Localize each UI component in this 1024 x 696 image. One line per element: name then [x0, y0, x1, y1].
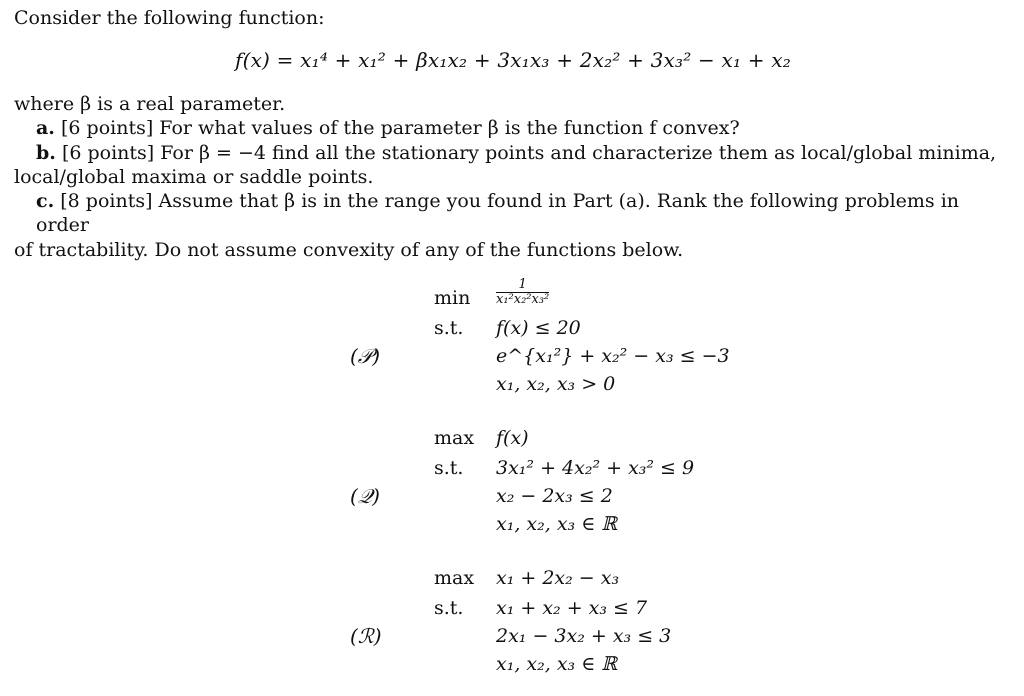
part-a-text: For what values of the parameter β is the function f convex?	[159, 117, 740, 140]
problem-p-name: (𝒫)	[350, 344, 381, 368]
part-b	[14, 141, 1012, 165]
problems-section	[14, 276, 1014, 696]
where-line: where β is a real parameter.	[14, 92, 286, 115]
problem-q-opt: max	[434, 427, 475, 449]
part-a	[14, 116, 1012, 140]
part-c-points: [8 points]	[60, 190, 153, 213]
problem-q-name: (𝒬)	[350, 484, 380, 508]
problem-r-opt: max	[434, 567, 475, 589]
part-c-continuation: of tractability. Do not assume convexity of any of the functions below.	[14, 238, 684, 261]
problem-p-numerator: 1	[496, 278, 549, 293]
problem-q-constraint-3: x₁, x₂, x₃ ∈ ℝ	[496, 513, 618, 535]
problem-p-st: s.t.	[434, 317, 464, 339]
part-a-label: a.	[36, 117, 55, 140]
part-b-continuation: local/global maxima or saddle points.	[14, 165, 374, 188]
problem-q-objective: f(x)	[496, 427, 529, 449]
problem-p-objective	[496, 278, 549, 309]
part-b-label: b.	[36, 141, 56, 164]
problem-r-st: s.t.	[434, 597, 464, 619]
problem-q-st: s.t.	[434, 457, 464, 479]
problem-r-constraint-2: 2x₁ − 3x₂ + x₃ ≤ 3	[496, 625, 672, 647]
problem-p-fraction	[496, 278, 549, 306]
part-b-text: For β = −4 find all the stationary points and characterize them as local/global minima,	[160, 141, 997, 164]
problem-p-opt: min	[434, 287, 471, 309]
part-c-label: c.	[36, 190, 55, 213]
part-c	[14, 189, 1012, 238]
problem-r-name: (ℛ)	[350, 624, 382, 648]
part-a-points: [6 points]	[60, 117, 154, 140]
problem-p-denominator: x₁²x₂²x₃²	[496, 291, 550, 307]
problem-p-constraint-3: x₁, x₂, x₃ > 0	[496, 373, 616, 395]
problem-r	[14, 556, 1014, 696]
problem-p	[14, 276, 1014, 416]
problem-r-constraint-3: x₁, x₂, x₃ ∈ ℝ	[496, 653, 618, 675]
problem-r-constraint-1: x₁ + x₂ + x₃ ≤ 7	[496, 597, 648, 619]
problem-q-constraint-2: x₂ − 2x₃ ≤ 2	[496, 485, 613, 507]
part-c-text: Assume that β is in the range you found in Part (a). Rank the following problems in order	[36, 190, 960, 237]
problem-q	[14, 416, 1014, 556]
problem-p-constraint-1: f(x) ≤ 20	[496, 317, 581, 339]
problem-p-constraint-2: e^{x₁²} + x₂² − x₃ ≤ −3	[496, 345, 730, 367]
document-page	[14, 6, 1012, 675]
function-definition: f(x) = x₁⁴ + x₁² + βx₁x₂ + 3x₁x₃ + 2x₂² + 3x₃² − x₁ + x₂	[234, 48, 792, 73]
problem-r-objective: x₁ + 2x₂ − x₃	[496, 567, 620, 589]
part-b-points: [6 points]	[61, 141, 155, 164]
intro-text: Consider the following function:	[14, 7, 325, 29]
problem-q-constraint-1: 3x₁² + 4x₂² + x₃² ≤ 9	[496, 457, 695, 479]
